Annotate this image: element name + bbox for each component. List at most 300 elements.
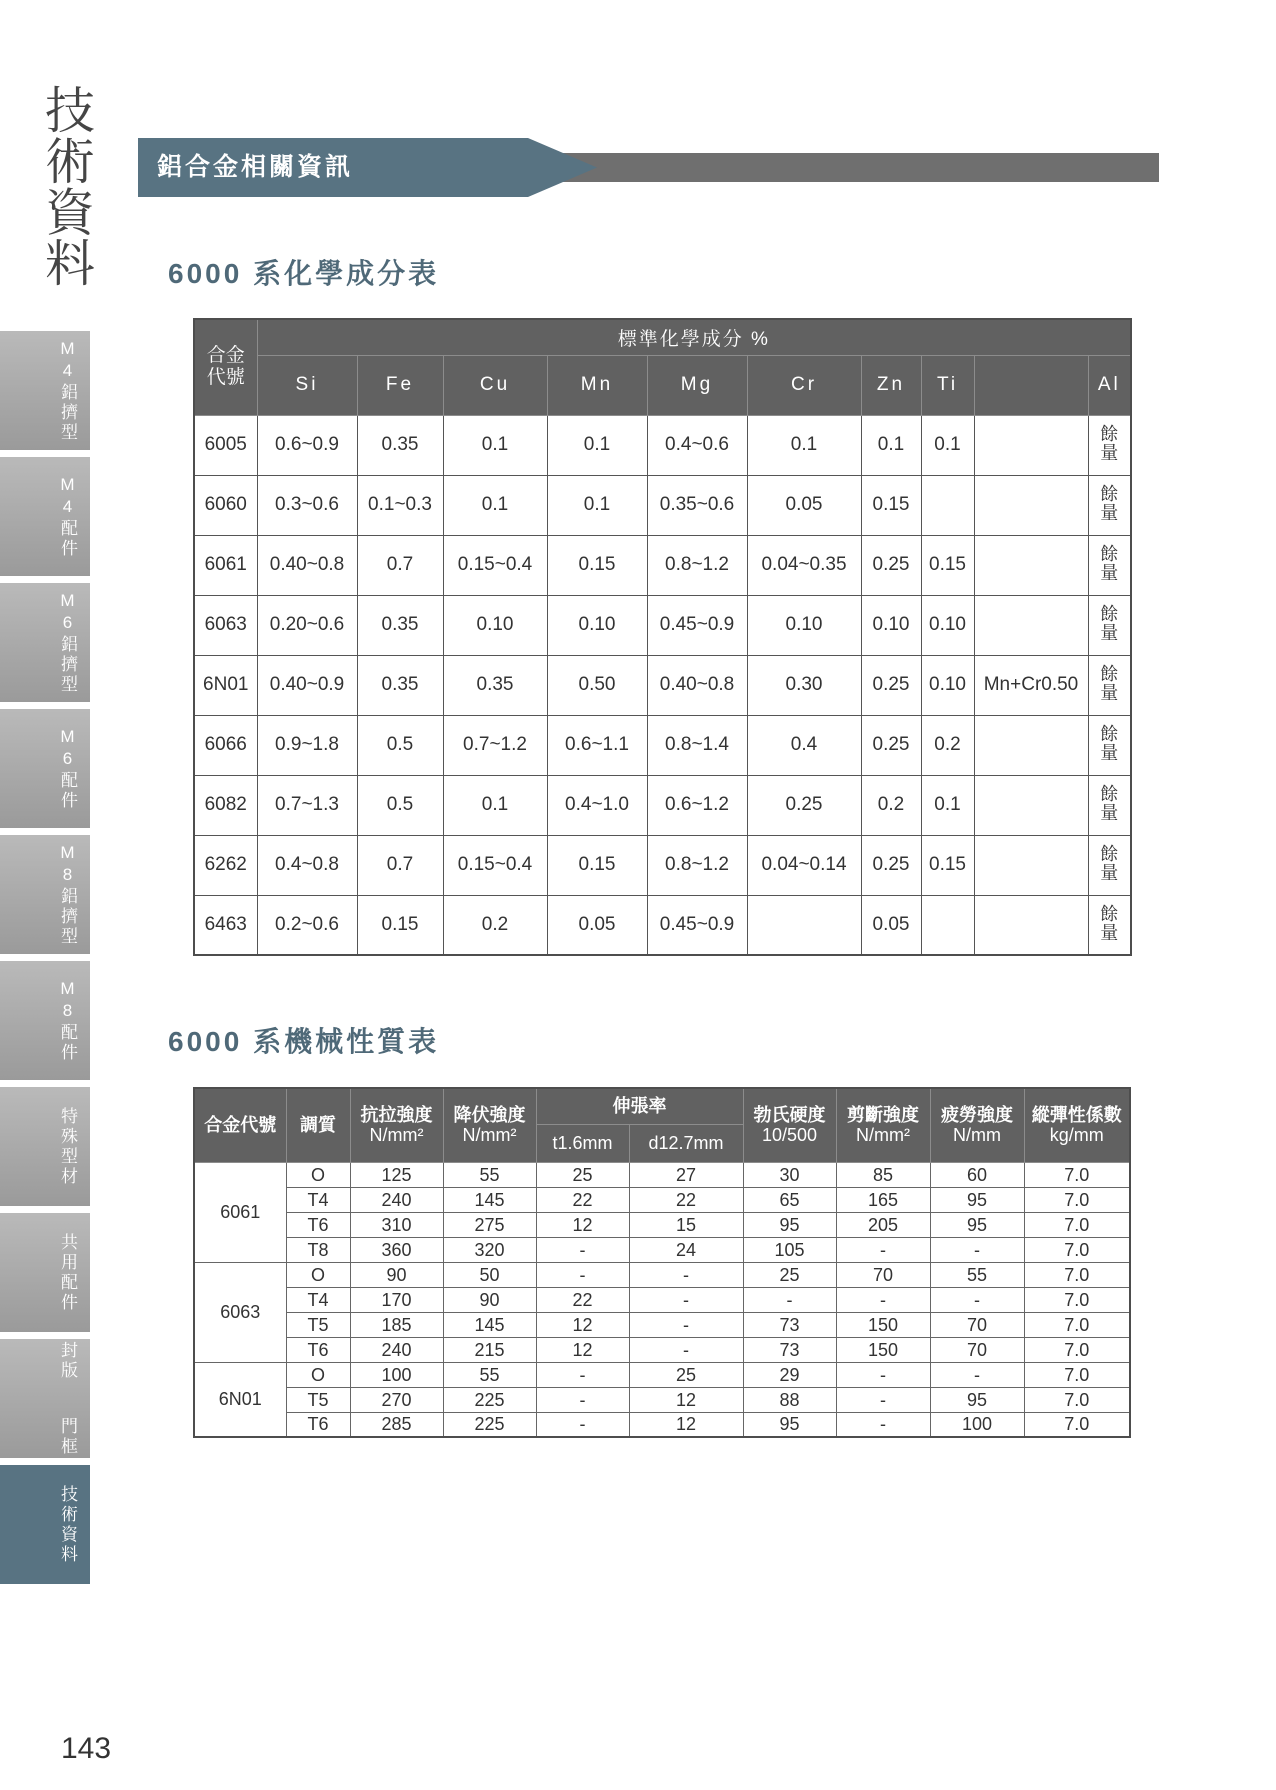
elongation-t16-value-cell: - (536, 1262, 629, 1287)
tensile-value-cell: 285 (350, 1412, 443, 1437)
zn-value-cell: 0.25 (861, 535, 921, 595)
elongation-t16-value-cell: 12 (536, 1212, 629, 1237)
fe-value-cell: 0.5 (357, 715, 443, 775)
si-value-cell: 0.40~0.9 (257, 655, 357, 715)
zn-value-cell: 0.10 (861, 595, 921, 655)
ti-value-cell: 0.15 (921, 535, 974, 595)
mech-row (194, 1212, 1130, 1237)
cu-value-cell: 0.7~1.2 (443, 715, 547, 775)
modulus-value-cell: 7.0 (1024, 1262, 1130, 1287)
ti-value-cell: 0.2 (921, 715, 974, 775)
alloy-code-cell: 6262 (194, 835, 257, 895)
temper-cell: O (286, 1162, 350, 1187)
temper-cell: T4 (286, 1287, 350, 1312)
fe-value-cell: 0.35 (357, 655, 443, 715)
mg-value-cell: 0.8~1.2 (647, 835, 747, 895)
hardness-value-cell: 29 (743, 1362, 836, 1387)
elongation-t16-value-cell: - (536, 1362, 629, 1387)
mn-value-cell: 0.10 (547, 595, 647, 655)
mg-value-cell: 0.35~0.6 (647, 475, 747, 535)
elongation-t16-header: t1.6mm (536, 1124, 629, 1162)
elongation-label: 伸張率 (612, 1096, 667, 1117)
other-value-cell (974, 835, 1088, 895)
shear-value-cell: - (836, 1362, 930, 1387)
temper-cell: T4 (286, 1187, 350, 1212)
chem-row (194, 595, 1131, 655)
yield-value-cell: 145 (443, 1312, 536, 1337)
shear-value-cell: 165 (836, 1187, 930, 1212)
temper-header (286, 1088, 350, 1162)
elongation-t16-value-cell: - (536, 1237, 629, 1262)
al-value-cell (1088, 715, 1131, 775)
elongation-header (536, 1088, 743, 1124)
fatigue-value-cell: 70 (930, 1337, 1024, 1362)
zn-value-cell: 0.25 (861, 715, 921, 775)
si-value-cell: 0.3~0.6 (257, 475, 357, 535)
page-number: 143 (61, 1732, 112, 1765)
fatigue-value-cell: 95 (930, 1187, 1024, 1212)
mech-row (194, 1312, 1130, 1337)
elongation-t16-value-cell: 22 (536, 1187, 629, 1212)
mn-value-cell: 0.50 (547, 655, 647, 715)
elastic-modulus-label: 縱彈性係數 (1031, 1105, 1122, 1126)
other-value-cell (974, 715, 1088, 775)
sidebar-tab-m8-extrusion[interactable] (0, 835, 90, 954)
zn-value-cell: 0.25 (861, 835, 921, 895)
other-value-cell (974, 775, 1088, 835)
zn-value-cell: 0.1 (861, 415, 921, 475)
shear-value-cell: - (836, 1237, 930, 1262)
sidebar-tab-label: 特殊型材 (58, 1106, 77, 1187)
mg-value-cell: 0.8~1.4 (647, 715, 747, 775)
al-value-label: 餘量 (1100, 784, 1119, 823)
fe-value-cell: 0.15 (357, 895, 443, 955)
si-value-cell: 0.7~1.3 (257, 775, 357, 835)
temper-cell: T8 (286, 1237, 350, 1262)
alloy-code-header (194, 1088, 286, 1162)
mech-row (194, 1337, 1130, 1362)
shear-value-cell: 150 (836, 1337, 930, 1362)
chem-header-row (194, 319, 1131, 355)
mn-value-cell: 0.1 (547, 475, 647, 535)
mech-row (194, 1362, 1130, 1387)
tensile-value-cell: 170 (350, 1287, 443, 1312)
element-header-al: Al (1088, 355, 1131, 415)
sidebar-tab-label: 技術資料 (58, 1484, 77, 1565)
tensile-strength-unit: N/mm² (369, 1125, 424, 1146)
zn-value-cell: 0.15 (861, 475, 921, 535)
tensile-strength-header (350, 1088, 443, 1162)
elongation-t16-value-cell: - (536, 1412, 629, 1437)
fatigue-strength-unit: N/mm (953, 1125, 1001, 1146)
yield-value-cell: 90 (443, 1287, 536, 1312)
hardness-value-cell: 73 (743, 1312, 836, 1337)
alloy-code-cell: 6463 (194, 895, 257, 955)
modulus-value-cell: 7.0 (1024, 1312, 1130, 1337)
mech-row (194, 1387, 1130, 1412)
modulus-value-cell: 7.0 (1024, 1387, 1130, 1412)
al-value-label: 餘量 (1100, 424, 1119, 463)
al-value-cell (1088, 535, 1131, 595)
shear-strength-label: 剪斷強度 (847, 1105, 919, 1126)
chemical-composition-table (193, 318, 1132, 956)
sidebar-tab-label: M4鋁擠型 (58, 338, 77, 443)
mg-value-cell: 0.40~0.8 (647, 655, 747, 715)
element-header-other (974, 355, 1088, 415)
temper-cell: T5 (286, 1387, 350, 1412)
fatigue-value-cell: 70 (930, 1312, 1024, 1337)
mech-header-row (194, 1088, 1130, 1124)
ti-value-cell: 0.10 (921, 655, 974, 715)
sidebar-tab-label: M8鋁擠型 (58, 842, 77, 947)
sidebar-tab-m4-accessories[interactable] (0, 457, 90, 576)
elongation-d127-value-cell: - (629, 1262, 743, 1287)
modulus-value-cell: 7.0 (1024, 1362, 1130, 1387)
hardness-value-cell: 30 (743, 1162, 836, 1187)
mech-row (194, 1412, 1130, 1437)
elongation-d127-value-cell: - (629, 1337, 743, 1362)
elongation-t16-value-cell: - (536, 1387, 629, 1412)
other-value-cell (974, 535, 1088, 595)
alloy-code-cell: 6005 (194, 415, 257, 475)
mn-value-cell: 0.15 (547, 835, 647, 895)
yield-strength-unit: N/mm² (462, 1125, 517, 1146)
sidebar-tab-m6-extrusion[interactable] (0, 583, 90, 702)
mg-value-cell: 0.4~0.6 (647, 415, 747, 475)
yield-value-cell: 145 (443, 1187, 536, 1212)
chem-row (194, 775, 1131, 835)
chem-table-body (194, 415, 1131, 955)
shear-strength-unit: N/mm² (856, 1125, 910, 1146)
sidebar (0, 331, 90, 1584)
elastic-modulus-unit: kg/mm (1049, 1125, 1104, 1146)
sidebar-tab-panel-door-frame[interactable] (0, 1339, 90, 1458)
cu-value-cell: 0.1 (443, 475, 547, 535)
tensile-value-cell: 125 (350, 1162, 443, 1187)
shear-value-cell: 70 (836, 1262, 930, 1287)
ti-value-cell (921, 475, 974, 535)
al-value-label: 餘量 (1100, 903, 1119, 943)
ti-value-cell: 0.10 (921, 595, 974, 655)
al-value-label: 餘量 (1100, 664, 1119, 703)
fatigue-strength-header (930, 1088, 1024, 1162)
cr-value-cell: 0.04~0.14 (747, 835, 861, 895)
sidebar-tab-label: M8配件 (58, 978, 77, 1063)
mn-value-cell: 0.4~1.0 (547, 775, 647, 835)
hardness-value-cell: 65 (743, 1187, 836, 1212)
temper-cell: O (286, 1262, 350, 1287)
alloy-code-cell: 6061 (194, 535, 257, 595)
chem-row (194, 415, 1131, 475)
fatigue-value-cell: 95 (930, 1387, 1024, 1412)
element-header-fe: Fe (357, 355, 443, 415)
yield-value-cell: 55 (443, 1162, 536, 1187)
shear-strength-header (836, 1088, 930, 1162)
sidebar-tab-common-accessories[interactable] (0, 1213, 90, 1332)
si-value-cell: 0.20~0.6 (257, 595, 357, 655)
sidebar-tab-m6-accessories[interactable] (0, 709, 90, 828)
sidebar-tab-m8-accessories[interactable] (0, 961, 90, 1080)
temper-cell: T6 (286, 1212, 350, 1237)
cr-value-cell: 0.05 (747, 475, 861, 535)
shear-value-cell: - (836, 1412, 930, 1437)
fe-value-cell: 0.1~0.3 (357, 475, 443, 535)
sidebar-tab-label: M6配件 (58, 726, 77, 811)
alloy-code-cell: 6060 (194, 475, 257, 535)
fatigue-value-cell: 60 (930, 1162, 1024, 1187)
tensile-value-cell: 270 (350, 1387, 443, 1412)
fe-value-cell: 0.7 (357, 835, 443, 895)
alloy-code-header-label: 合金代號 (206, 345, 245, 389)
yield-strength-label: 降伏強度 (453, 1105, 526, 1126)
cr-value-cell: 0.10 (747, 595, 861, 655)
fatigue-value-cell: - (930, 1237, 1024, 1262)
tensile-value-cell: 240 (350, 1337, 443, 1362)
standard-composition-header: 標準化學成分 % (257, 319, 1131, 355)
chem-element-header-row (194, 355, 1131, 415)
other-value-cell (974, 595, 1088, 655)
al-value-cell (1088, 655, 1131, 715)
fe-value-cell: 0.35 (357, 595, 443, 655)
cu-value-cell: 0.35 (443, 655, 547, 715)
elongation-d127-value-cell: 12 (629, 1412, 743, 1437)
al-value-label: 餘量 (1100, 484, 1119, 523)
element-header-zn: Zn (861, 355, 921, 415)
fatigue-strength-label: 疲勞強度 (941, 1105, 1013, 1126)
alloy-code-cell: 6066 (194, 715, 257, 775)
al-value-cell (1088, 835, 1131, 895)
shear-value-cell: 85 (836, 1162, 930, 1187)
cu-value-cell: 0.10 (443, 595, 547, 655)
si-value-cell: 0.4~0.8 (257, 835, 357, 895)
fe-value-cell: 0.35 (357, 415, 443, 475)
elongation-t16-value-cell: 25 (536, 1162, 629, 1187)
al-value-cell (1088, 775, 1131, 835)
si-value-cell: 0.40~0.8 (257, 535, 357, 595)
hardness-label: 勃氏硬度 (753, 1105, 826, 1126)
temper-cell: T5 (286, 1312, 350, 1337)
cr-value-cell (747, 895, 861, 955)
shear-value-cell: - (836, 1387, 930, 1412)
alloy-code-header (194, 319, 257, 415)
hardness-value-cell: 95 (743, 1212, 836, 1237)
sidebar-tab-label: M6鋁擠型 (58, 590, 77, 695)
sidebar-tab-special-profiles[interactable] (0, 1087, 90, 1206)
chem-row (194, 835, 1131, 895)
hardness-value-cell: 88 (743, 1387, 836, 1412)
sidebar-tab-label: 共用配件 (58, 1232, 77, 1313)
yield-value-cell: 320 (443, 1237, 536, 1262)
tensile-value-cell: 100 (350, 1362, 443, 1387)
element-header-si: Si (257, 355, 357, 415)
sidebar-tab-m4-extrusion[interactable] (0, 331, 90, 450)
element-header-mg: Mg (647, 355, 747, 415)
mg-value-cell: 0.8~1.2 (647, 535, 747, 595)
zn-value-cell: 0.05 (861, 895, 921, 955)
elongation-d127-value-cell: 27 (629, 1162, 743, 1187)
elongation-d127-value-cell: 22 (629, 1187, 743, 1212)
modulus-value-cell: 7.0 (1024, 1212, 1130, 1237)
yield-strength-header (443, 1088, 536, 1162)
other-value-cell (974, 415, 1088, 475)
chem-row (194, 535, 1131, 595)
chem-section-title: 6000 系化學成分表 (168, 258, 440, 289)
hardness-unit: 10/500 (761, 1125, 818, 1146)
mn-value-cell: 0.1 (547, 415, 647, 475)
elongation-d127-value-cell: 25 (629, 1362, 743, 1387)
mg-value-cell: 0.45~0.9 (647, 895, 747, 955)
tensile-value-cell: 310 (350, 1212, 443, 1237)
elongation-d127-value-cell: - (629, 1287, 743, 1312)
al-value-label: 餘量 (1100, 844, 1119, 883)
chem-row (194, 655, 1131, 715)
alloy-code-cell: 6063 (194, 1262, 286, 1362)
fe-value-cell: 0.5 (357, 775, 443, 835)
tensile-value-cell: 360 (350, 1237, 443, 1262)
tensile-value-cell: 185 (350, 1312, 443, 1337)
cu-value-cell: 0.2 (443, 895, 547, 955)
tensile-value-cell: 240 (350, 1187, 443, 1212)
mech-row (194, 1237, 1130, 1262)
banner-title: 鋁合金相關資訊 (157, 153, 354, 181)
modulus-value-cell: 7.0 (1024, 1162, 1130, 1187)
chem-row (194, 895, 1131, 955)
temper-cell: T6 (286, 1412, 350, 1437)
modulus-value-cell: 7.0 (1024, 1237, 1130, 1262)
alloy-code-cell: 6N01 (194, 1362, 286, 1437)
fatigue-value-cell: 95 (930, 1212, 1024, 1237)
element-header-cr: Cr (747, 355, 861, 415)
yield-value-cell: 225 (443, 1412, 536, 1437)
ti-value-cell: 0.1 (921, 415, 974, 475)
alloy-code-cell: 6063 (194, 595, 257, 655)
shear-value-cell: 205 (836, 1212, 930, 1237)
si-value-cell: 0.6~0.9 (257, 415, 357, 475)
al-value-label: 餘量 (1100, 604, 1119, 643)
yield-value-cell: 55 (443, 1362, 536, 1387)
fatigue-value-cell: 100 (930, 1412, 1024, 1437)
mechanical-properties-table (193, 1087, 1131, 1438)
hardness-value-cell: 105 (743, 1237, 836, 1262)
hardness-value-cell: 25 (743, 1262, 836, 1287)
elongation-d127-header: d12.7mm (629, 1124, 743, 1162)
modulus-value-cell: 7.0 (1024, 1337, 1130, 1362)
mech-row (194, 1162, 1130, 1187)
hardness-header (743, 1088, 836, 1162)
al-value-cell (1088, 415, 1131, 475)
shear-value-cell: 150 (836, 1312, 930, 1337)
mech-row (194, 1262, 1130, 1287)
other-value-cell: Mn+Cr0.50 (974, 655, 1088, 715)
elastic-modulus-header (1024, 1088, 1130, 1162)
al-value-label: 餘量 (1100, 724, 1119, 763)
modulus-value-cell: 7.0 (1024, 1187, 1130, 1212)
chem-row (194, 475, 1131, 535)
al-value-cell (1088, 595, 1131, 655)
side-title: 技術資料 (45, 83, 95, 292)
cu-value-cell: 0.1 (443, 415, 547, 475)
elongation-t16-value-cell: 12 (536, 1312, 629, 1337)
mech-table-body (194, 1162, 1130, 1437)
mech-row (194, 1187, 1130, 1212)
banner-bar (540, 153, 1159, 182)
cr-value-cell: 0.04~0.35 (747, 535, 861, 595)
elongation-d127-value-cell: - (629, 1312, 743, 1337)
sidebar-tab-label: M4配件 (58, 474, 77, 559)
cr-value-cell: 0.1 (747, 415, 861, 475)
yield-value-cell: 225 (443, 1387, 536, 1412)
zn-value-cell: 0.2 (861, 775, 921, 835)
mn-value-cell: 0.05 (547, 895, 647, 955)
zn-value-cell: 0.25 (861, 655, 921, 715)
alloy-code-header-label: 合金代號 (204, 1115, 277, 1136)
cr-value-cell: 0.30 (747, 655, 861, 715)
fatigue-value-cell: 55 (930, 1262, 1024, 1287)
cr-value-cell: 0.25 (747, 775, 861, 835)
cr-value-cell: 0.4 (747, 715, 861, 775)
si-value-cell: 0.9~1.8 (257, 715, 357, 775)
mn-value-cell: 0.6~1.1 (547, 715, 647, 775)
al-value-label: 餘量 (1100, 544, 1119, 583)
mech-section-title: 6000 系機械性質表 (168, 1026, 440, 1057)
alloy-code-cell: 6N01 (194, 655, 257, 715)
alloy-code-cell: 6061 (194, 1162, 286, 1262)
fatigue-value-cell: - (930, 1287, 1024, 1312)
hardness-value-cell: 73 (743, 1337, 836, 1362)
elongation-t16-value-cell: 12 (536, 1337, 629, 1362)
element-header-mn: Mn (547, 355, 647, 415)
cu-value-cell: 0.15~0.4 (443, 835, 547, 895)
si-value-cell: 0.2~0.6 (257, 895, 357, 955)
sidebar-tab-technical-data[interactable] (0, 1465, 90, 1584)
other-value-cell (974, 895, 1088, 955)
ti-value-cell: 0.1 (921, 775, 974, 835)
al-value-cell (1088, 475, 1131, 535)
mn-value-cell: 0.15 (547, 535, 647, 595)
al-value-cell (1088, 895, 1131, 955)
modulus-value-cell: 7.0 (1024, 1287, 1130, 1312)
other-value-cell (974, 475, 1088, 535)
shear-value-cell: - (836, 1287, 930, 1312)
yield-value-cell: 50 (443, 1262, 536, 1287)
tensile-value-cell: 90 (350, 1262, 443, 1287)
fatigue-value-cell: - (930, 1362, 1024, 1387)
elongation-t16-value-cell: 22 (536, 1287, 629, 1312)
elongation-d127-value-cell: 15 (629, 1212, 743, 1237)
element-header-ti: Ti (921, 355, 974, 415)
elongation-d127-value-cell: 24 (629, 1237, 743, 1262)
mg-value-cell: 0.6~1.2 (647, 775, 747, 835)
tensile-strength-label: 抗拉強度 (360, 1105, 433, 1126)
fe-value-cell: 0.7 (357, 535, 443, 595)
ti-value-cell (921, 895, 974, 955)
temper-cell: O (286, 1362, 350, 1387)
mg-value-cell: 0.45~0.9 (647, 595, 747, 655)
alloy-code-cell: 6082 (194, 775, 257, 835)
elongation-d127-value-cell: 12 (629, 1387, 743, 1412)
modulus-value-cell: 7.0 (1024, 1412, 1130, 1437)
cu-value-cell: 0.15~0.4 (443, 535, 547, 595)
temper-header-label: 調質 (300, 1115, 336, 1136)
yield-value-cell: 275 (443, 1212, 536, 1237)
cu-value-cell: 0.1 (443, 775, 547, 835)
element-header-cu: Cu (443, 355, 547, 415)
sidebar-tab-label: 封版 門框 (58, 1340, 77, 1457)
chem-row (194, 715, 1131, 775)
temper-cell: T6 (286, 1337, 350, 1362)
yield-value-cell: 215 (443, 1337, 536, 1362)
hardness-value-cell: - (743, 1287, 836, 1312)
